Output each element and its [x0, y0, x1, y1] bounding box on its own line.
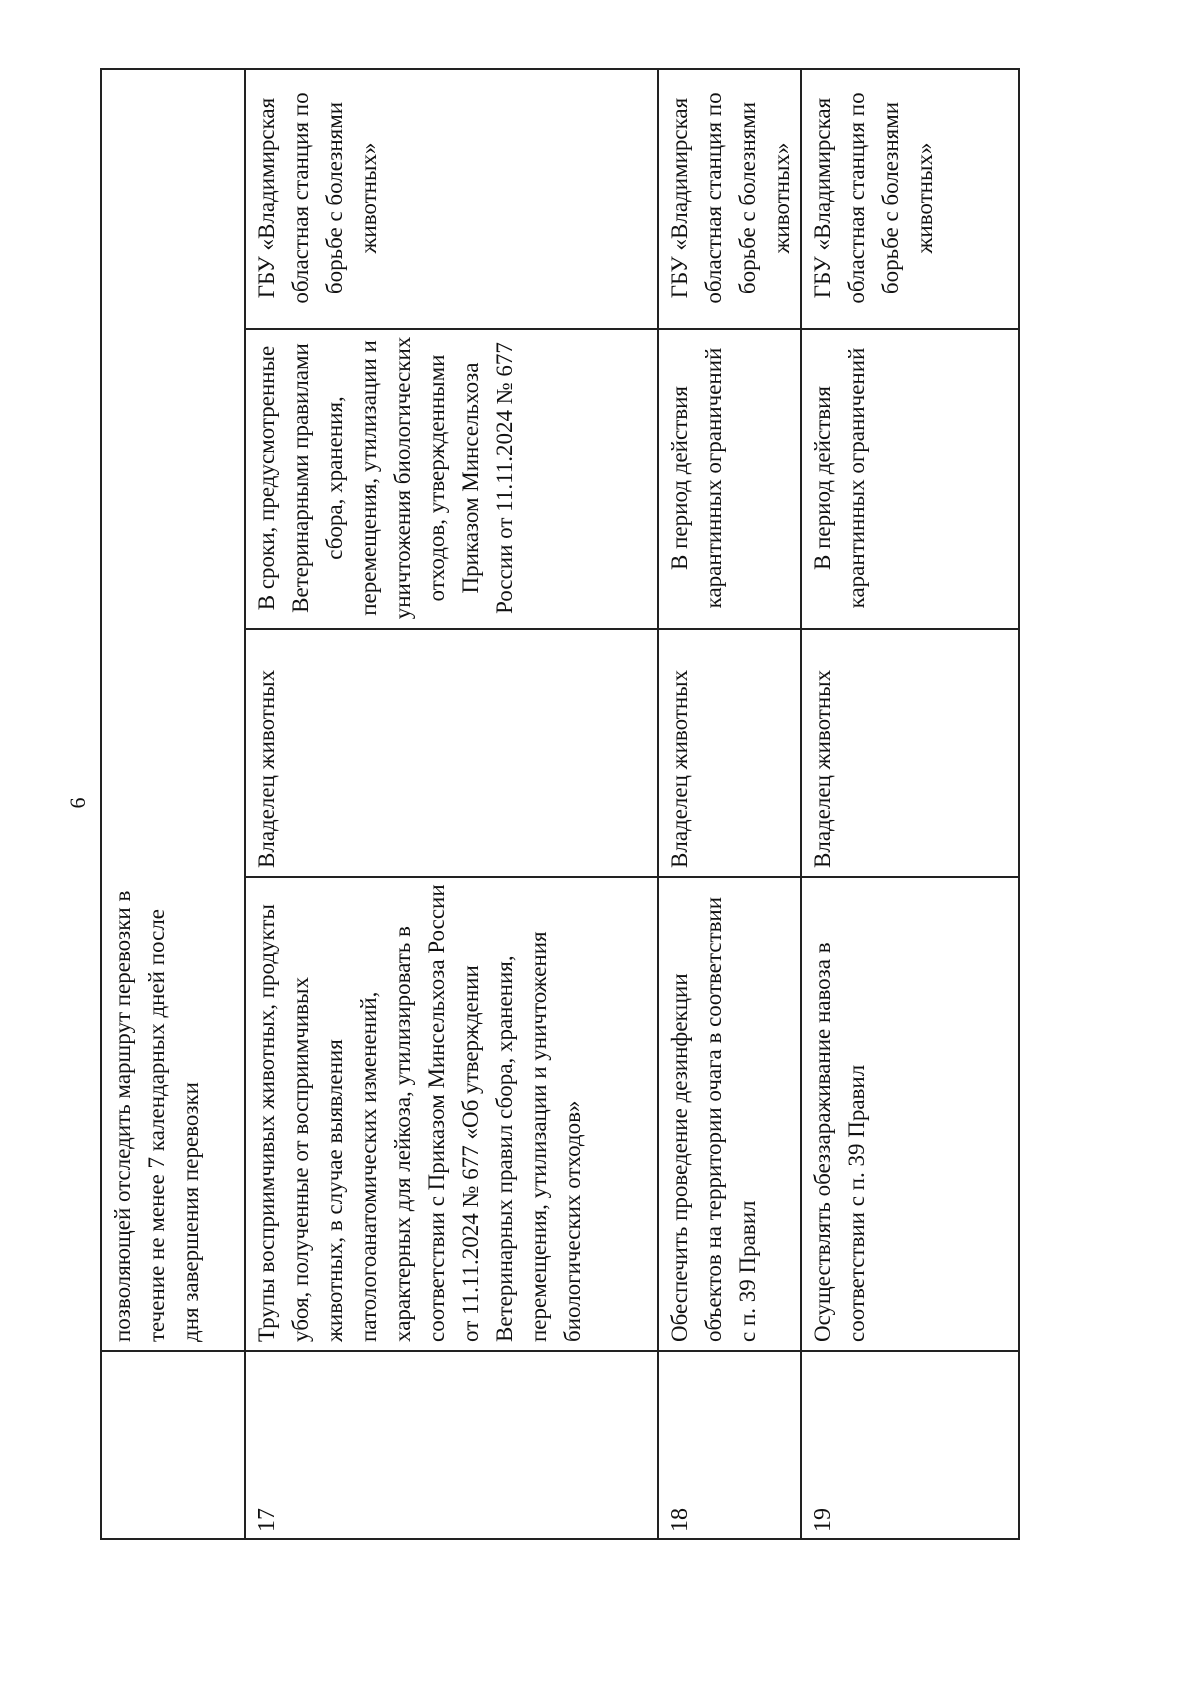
cell-num-19: 19: [810, 1508, 836, 1532]
cell-num-17: 17: [254, 1508, 280, 1532]
cell-executor-17: ГБУ «Владимирская областная станция по борьбе с болезнями животных»: [254, 92, 381, 304]
cell-responsible-18: Владелец животных: [667, 669, 692, 868]
cell-responsible-19: Владелец животных: [810, 669, 835, 868]
cell-deadline-18: В период действия карантинных ограничений: [667, 347, 726, 609]
cell-measure-19: Осуществлять обеззараживание навоза в соответствии с п. 39 Правил: [810, 942, 869, 1342]
cell-measure-continued: позволяющей отследить маршрут перевозки в течение не менее 7 календарных дней после дня завершения перевозки: [110, 890, 203, 1342]
cell-measure-17: Трупы восприимчивых животных, продукты убоя, полученные от восприимчивых животных, в случае выявления патологоанатомических изменений, характерных для лейкоза, утилизировать в соответствии с Приказом Минсельхоза России от 11.11.2024 № 677 «Об утверждении Ветеринарных правил сбора, хранения, перемещения, утилизации и уничтожения биологических отходов»: [254, 884, 585, 1342]
page-number: 6: [65, 797, 90, 809]
cell-executor-18: ГБУ «Владимирская областная станция по борьбе с болезнями животных»: [667, 92, 794, 304]
cell-executor-19: ГБУ «Владимирская областная станция по борьбе с болезнями животных»: [810, 92, 937, 304]
cell-deadline-17: В сроки, предусмотренные Ветеринарными правилами сбора, хранения, перемещения, утилизации и уничтожения биологических отходов, утвержденными Приказом Минсельхоза России от 11.11.2024 № 677: [254, 336, 517, 620]
cell-num-18: 18: [667, 1508, 693, 1532]
cell-measure-18: Обеспечить проведение дезинфекции объектов на территории очага в соответствии с п. 39 Правил: [667, 896, 760, 1342]
cell-responsible-17: Владелец животных: [254, 669, 279, 868]
cell-deadline-19: В период действия карантинных ограничений: [810, 347, 869, 609]
